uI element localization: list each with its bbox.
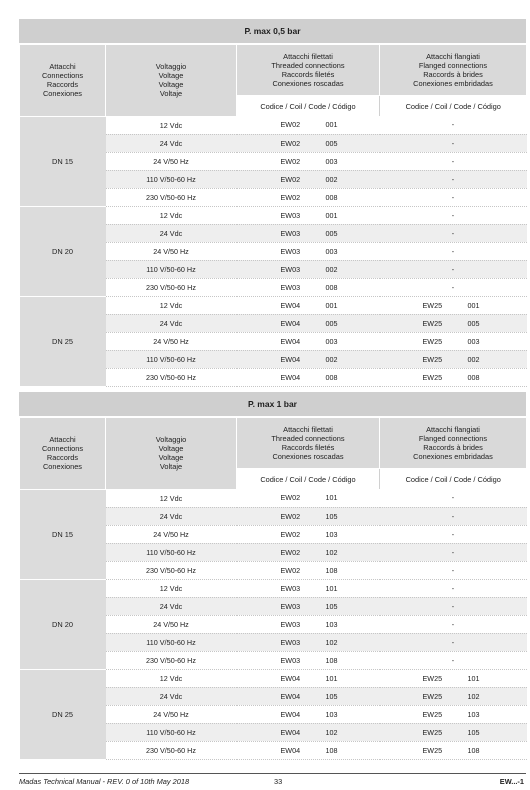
flanged-code-cell bbox=[380, 561, 527, 579]
flanged-code-cell bbox=[380, 489, 527, 507]
header-text: Conexiones bbox=[42, 89, 83, 99]
threaded-code-cell bbox=[237, 134, 380, 152]
threaded-code-prefix: EW02 bbox=[280, 174, 301, 184]
header-text: Threaded connections bbox=[271, 61, 345, 70]
flanged-code-cell bbox=[380, 170, 527, 188]
col-header-voltage bbox=[106, 45, 237, 117]
header-text: Flanged connections bbox=[418, 61, 488, 70]
header-row bbox=[20, 418, 527, 469]
threaded-code-prefix: EW04 bbox=[280, 354, 301, 364]
header-text: Voltaggio bbox=[155, 62, 187, 72]
flanged-code-cell bbox=[380, 206, 527, 224]
codes-table bbox=[19, 44, 527, 387]
threaded-code-prefix: EW03 bbox=[280, 619, 301, 629]
threaded-code-cell bbox=[237, 741, 380, 759]
flanged-code-prefix: EW25 bbox=[422, 300, 443, 310]
flanged-code-none: - bbox=[451, 210, 455, 220]
flanged-code-none: - bbox=[451, 138, 455, 148]
section-pmax-1 bbox=[19, 392, 526, 760]
section-title: P. max 1 bar bbox=[19, 392, 526, 417]
threaded-code-number: 001 bbox=[325, 300, 338, 310]
flanged-code-none: - bbox=[451, 637, 455, 647]
threaded-code-number: 103 bbox=[325, 529, 338, 539]
flanged-code-none: - bbox=[451, 493, 455, 503]
flanged-code-cell bbox=[380, 525, 527, 543]
threaded-code-number: 002 bbox=[325, 174, 338, 184]
threaded-code-prefix: EW03 bbox=[280, 246, 301, 256]
threaded-code-number: 105 bbox=[325, 601, 338, 611]
header-text: Conexiones roscadas bbox=[272, 79, 344, 88]
flanged-code-none: - bbox=[451, 174, 455, 184]
flanged-code-cell bbox=[380, 188, 527, 206]
threaded-code-cell bbox=[237, 543, 380, 561]
voltage-cell: 24 Vdc bbox=[106, 314, 237, 332]
voltage-cell: 110 V/50-60 Hz bbox=[106, 723, 237, 741]
dn-size-cell: DN 25 bbox=[20, 669, 106, 759]
flanged-code-cell bbox=[380, 633, 527, 651]
header-text: Voltage bbox=[158, 71, 184, 81]
threaded-code-subheader: Codice / Coil / Code / Código bbox=[237, 96, 380, 117]
threaded-code-prefix: EW02 bbox=[280, 511, 301, 521]
threaded-code-cell bbox=[237, 116, 380, 134]
voltage-cell: 12 Vdc bbox=[106, 579, 237, 597]
threaded-code-number: 105 bbox=[325, 511, 338, 521]
flanged-code-cell bbox=[380, 224, 527, 242]
threaded-code-cell bbox=[237, 242, 380, 260]
threaded-code-subheader: Codice / Coil / Code / Código bbox=[237, 469, 380, 490]
flanged-code-number: 005 bbox=[467, 318, 480, 328]
flanged-code-none: - bbox=[451, 547, 455, 557]
flanged-code-prefix: EW25 bbox=[422, 727, 443, 737]
header-text: Voltage bbox=[158, 453, 184, 463]
header-text: Raccords bbox=[46, 80, 79, 90]
threaded-code-cell bbox=[237, 705, 380, 723]
dn-size-cell: DN 15 bbox=[20, 489, 106, 579]
header-text: Raccords filetés bbox=[281, 443, 335, 452]
dn-size-cell: DN 15 bbox=[20, 116, 106, 206]
header-text: Connections bbox=[41, 444, 84, 454]
threaded-code-prefix: EW02 bbox=[280, 138, 301, 148]
header-text: Conexiones bbox=[42, 462, 83, 472]
threaded-code-prefix: EW04 bbox=[280, 336, 301, 346]
threaded-code-number: 008 bbox=[325, 192, 338, 202]
threaded-code-prefix: EW02 bbox=[280, 547, 301, 557]
page-footer bbox=[19, 773, 526, 788]
dn-size-cell: DN 25 bbox=[20, 296, 106, 386]
header-text: Raccords filetés bbox=[281, 70, 335, 79]
threaded-code-number: 001 bbox=[325, 120, 338, 130]
voltage-cell: 230 V/50-60 Hz bbox=[106, 188, 237, 206]
threaded-code-number: 008 bbox=[325, 282, 338, 292]
flanged-code-cell bbox=[380, 368, 527, 386]
header-text: Voltaggio bbox=[155, 435, 187, 445]
flanged-code-cell bbox=[380, 723, 527, 741]
flanged-code-none: - bbox=[451, 246, 455, 256]
threaded-code-prefix: EW02 bbox=[280, 565, 301, 575]
dn-size-cell: DN 20 bbox=[20, 206, 106, 296]
flanged-code-prefix: EW25 bbox=[422, 318, 443, 328]
threaded-code-number: 003 bbox=[325, 336, 338, 346]
threaded-code-number: 102 bbox=[325, 637, 338, 647]
threaded-code-prefix: EW02 bbox=[280, 493, 301, 503]
voltage-cell: 24 Vdc bbox=[106, 134, 237, 152]
voltage-cell: 110 V/50-60 Hz bbox=[106, 633, 237, 651]
flanged-code-number: 102 bbox=[467, 691, 480, 701]
flanged-code-cell bbox=[380, 669, 527, 687]
voltage-cell: 230 V/50-60 Hz bbox=[106, 741, 237, 759]
header-text: Conexiones embridadas bbox=[413, 452, 493, 461]
threaded-code-prefix: EW02 bbox=[280, 120, 301, 130]
header-text: Voltage bbox=[158, 444, 184, 454]
flanged-code-subheader: Codice / Coil / Code / Código bbox=[380, 469, 527, 490]
col-header-threaded bbox=[237, 418, 380, 469]
flanged-code-cell bbox=[380, 116, 527, 134]
threaded-code-prefix: EW02 bbox=[280, 192, 301, 202]
threaded-code-cell bbox=[237, 615, 380, 633]
threaded-code-number: 105 bbox=[325, 691, 338, 701]
threaded-code-cell bbox=[237, 368, 380, 386]
voltage-cell: 24 V/50 Hz bbox=[106, 705, 237, 723]
flanged-code-cell bbox=[380, 134, 527, 152]
threaded-code-number: 102 bbox=[325, 547, 338, 557]
threaded-code-prefix: EW04 bbox=[280, 709, 301, 719]
threaded-code-prefix: EW03 bbox=[280, 655, 301, 665]
threaded-code-prefix: EW03 bbox=[280, 228, 301, 238]
flanged-code-none: - bbox=[451, 120, 455, 130]
flanged-code-cell bbox=[380, 651, 527, 669]
table-row bbox=[20, 296, 527, 314]
voltage-cell: 12 Vdc bbox=[106, 669, 237, 687]
threaded-code-prefix: EW04 bbox=[280, 372, 301, 382]
threaded-code-prefix: EW04 bbox=[280, 300, 301, 310]
col-header-flanged bbox=[380, 45, 527, 96]
flanged-code-prefix: EW25 bbox=[422, 372, 443, 382]
flanged-code-none: - bbox=[451, 583, 455, 593]
flanged-code-none: - bbox=[451, 619, 455, 629]
threaded-code-cell bbox=[237, 278, 380, 296]
header-text: Threaded connections bbox=[271, 434, 345, 443]
threaded-code-cell bbox=[237, 489, 380, 507]
col-header-connections bbox=[20, 418, 106, 490]
col-header-voltage bbox=[106, 418, 237, 490]
threaded-code-prefix: EW03 bbox=[280, 282, 301, 292]
threaded-code-number: 005 bbox=[325, 318, 338, 328]
flanged-code-cell bbox=[380, 741, 527, 759]
voltage-cell: 24 V/50 Hz bbox=[106, 332, 237, 350]
flanged-code-number: 108 bbox=[467, 745, 480, 755]
header-text: Flanged connections bbox=[418, 434, 488, 443]
flanged-code-cell bbox=[380, 242, 527, 260]
voltage-cell: 230 V/50-60 Hz bbox=[106, 561, 237, 579]
flanged-code-prefix: EW25 bbox=[422, 745, 443, 755]
threaded-code-number: 101 bbox=[325, 493, 338, 503]
threaded-code-prefix: EW03 bbox=[280, 637, 301, 647]
flanged-code-cell bbox=[380, 543, 527, 561]
header-text: Attacchi filettati bbox=[283, 425, 333, 434]
flanged-code-none: - bbox=[451, 601, 455, 611]
header-text: Attacchi bbox=[49, 62, 76, 72]
flanged-code-prefix: EW25 bbox=[422, 673, 443, 683]
threaded-code-prefix: EW04 bbox=[280, 318, 301, 328]
flanged-code-none: - bbox=[451, 655, 455, 665]
voltage-cell: 12 Vdc bbox=[106, 296, 237, 314]
flanged-code-none: - bbox=[451, 228, 455, 238]
flanged-code-none: - bbox=[451, 511, 455, 521]
flanged-code-cell bbox=[380, 152, 527, 170]
threaded-code-cell bbox=[237, 152, 380, 170]
threaded-code-number: 103 bbox=[325, 709, 338, 719]
threaded-code-cell bbox=[237, 206, 380, 224]
threaded-code-prefix: EW02 bbox=[280, 529, 301, 539]
table-row bbox=[20, 206, 527, 224]
voltage-cell: 230 V/50-60 Hz bbox=[106, 278, 237, 296]
voltage-cell: 230 V/50-60 Hz bbox=[106, 368, 237, 386]
threaded-code-number: 005 bbox=[325, 138, 338, 148]
threaded-code-cell bbox=[237, 170, 380, 188]
threaded-code-number: 005 bbox=[325, 228, 338, 238]
threaded-code-number: 108 bbox=[325, 565, 338, 575]
threaded-code-cell bbox=[237, 723, 380, 741]
flanged-code-number: 105 bbox=[467, 727, 480, 737]
flanged-code-none: - bbox=[451, 192, 455, 202]
threaded-code-cell bbox=[237, 669, 380, 687]
voltage-cell: 110 V/50-60 Hz bbox=[106, 350, 237, 368]
header-text: Voltage bbox=[158, 80, 184, 90]
voltage-cell: 24 V/50 Hz bbox=[106, 242, 237, 260]
header-text: Connections bbox=[41, 71, 84, 81]
threaded-code-number: 002 bbox=[325, 264, 338, 274]
voltage-cell: 12 Vdc bbox=[106, 206, 237, 224]
voltage-cell: 110 V/50-60 Hz bbox=[106, 170, 237, 188]
threaded-code-number: 001 bbox=[325, 210, 338, 220]
flanged-code-number: 002 bbox=[467, 354, 480, 364]
table-row bbox=[20, 579, 527, 597]
header-text: Attacchi flangiati bbox=[426, 425, 480, 434]
flanged-code-number: 003 bbox=[467, 336, 480, 346]
header-text: Voltaje bbox=[159, 89, 183, 99]
threaded-code-cell bbox=[237, 260, 380, 278]
voltage-cell: 24 Vdc bbox=[106, 507, 237, 525]
flanged-code-none: - bbox=[451, 264, 455, 274]
flanged-code-cell bbox=[380, 597, 527, 615]
header-text: Attacchi bbox=[49, 435, 76, 445]
header-text: Attacchi flangiati bbox=[426, 52, 480, 61]
voltage-cell: 110 V/50-60 Hz bbox=[106, 260, 237, 278]
flanged-code-cell bbox=[380, 615, 527, 633]
threaded-code-number: 003 bbox=[325, 246, 338, 256]
header-text: Raccords à brides bbox=[423, 443, 483, 452]
voltage-cell: 24 V/50 Hz bbox=[106, 525, 237, 543]
voltage-cell: 12 Vdc bbox=[106, 116, 237, 134]
flanged-code-cell bbox=[380, 687, 527, 705]
flanged-code-number: 001 bbox=[467, 300, 480, 310]
threaded-code-prefix: EW03 bbox=[280, 264, 301, 274]
threaded-code-number: 103 bbox=[325, 619, 338, 629]
flanged-code-prefix: EW25 bbox=[422, 354, 443, 364]
flanged-code-subheader: Codice / Coil / Code / Código bbox=[380, 96, 527, 117]
dn-size-cell: DN 20 bbox=[20, 579, 106, 669]
header-text: Conexiones embridadas bbox=[413, 79, 493, 88]
threaded-code-number: 108 bbox=[325, 745, 338, 755]
voltage-cell: 24 Vdc bbox=[106, 224, 237, 242]
flanged-code-number: 103 bbox=[467, 709, 480, 719]
threaded-code-number: 008 bbox=[325, 372, 338, 382]
header-row bbox=[20, 45, 527, 96]
voltage-cell: 24 V/50 Hz bbox=[106, 615, 237, 633]
flanged-code-number: 101 bbox=[467, 673, 480, 683]
threaded-code-cell bbox=[237, 350, 380, 368]
voltage-cell: 24 V/50 Hz bbox=[106, 152, 237, 170]
threaded-code-number: 101 bbox=[325, 583, 338, 593]
voltage-cell: 24 Vdc bbox=[106, 597, 237, 615]
threaded-code-cell bbox=[237, 525, 380, 543]
flanged-code-none: - bbox=[451, 529, 455, 539]
threaded-code-cell bbox=[237, 188, 380, 206]
threaded-code-prefix: EW02 bbox=[280, 156, 301, 166]
flanged-code-cell bbox=[380, 314, 527, 332]
col-header-flanged bbox=[380, 418, 527, 469]
flanged-code-none: - bbox=[451, 156, 455, 166]
footer-manual-revision: Madas Technical Manual - REV. 0 of 10th May 2018 bbox=[19, 777, 190, 786]
threaded-code-number: 003 bbox=[325, 156, 338, 166]
table-row bbox=[20, 116, 527, 134]
flanged-code-cell bbox=[380, 260, 527, 278]
voltage-cell: 24 Vdc bbox=[106, 687, 237, 705]
flanged-code-none: - bbox=[451, 565, 455, 575]
flanged-code-cell bbox=[380, 350, 527, 368]
header-text: Raccords à brides bbox=[423, 70, 483, 79]
threaded-code-prefix: EW04 bbox=[280, 673, 301, 683]
threaded-code-cell bbox=[237, 633, 380, 651]
threaded-code-cell bbox=[237, 296, 380, 314]
flanged-code-prefix: EW25 bbox=[422, 691, 443, 701]
table-row bbox=[20, 489, 527, 507]
header-text: Attacchi filettati bbox=[283, 52, 333, 61]
threaded-code-cell bbox=[237, 332, 380, 350]
threaded-code-cell bbox=[237, 687, 380, 705]
threaded-code-number: 002 bbox=[325, 354, 338, 364]
footer-product-code: EW...-1 bbox=[499, 777, 524, 786]
header-text: Raccords bbox=[46, 453, 79, 463]
flanged-code-prefix: EW25 bbox=[422, 336, 443, 346]
threaded-code-number: 102 bbox=[325, 727, 338, 737]
threaded-code-number: 101 bbox=[325, 673, 338, 683]
col-header-connections bbox=[20, 45, 106, 117]
footer-page-number: 33 bbox=[274, 777, 283, 786]
flanged-code-cell bbox=[380, 278, 527, 296]
threaded-code-cell bbox=[237, 579, 380, 597]
threaded-code-cell bbox=[237, 651, 380, 669]
section-pmax-0-5 bbox=[19, 19, 526, 387]
flanged-code-cell bbox=[380, 579, 527, 597]
threaded-code-cell bbox=[237, 314, 380, 332]
voltage-cell: 110 V/50-60 Hz bbox=[106, 543, 237, 561]
threaded-code-prefix: EW03 bbox=[280, 210, 301, 220]
flanged-code-cell bbox=[380, 296, 527, 314]
threaded-code-cell bbox=[237, 507, 380, 525]
threaded-code-prefix: EW03 bbox=[280, 601, 301, 611]
threaded-code-cell bbox=[237, 597, 380, 615]
header-text: Voltaje bbox=[159, 462, 183, 472]
threaded-code-number: 108 bbox=[325, 655, 338, 665]
codes-table bbox=[19, 417, 527, 760]
flanged-code-number: 008 bbox=[467, 372, 480, 382]
col-header-threaded bbox=[237, 45, 380, 96]
header-text: Conexiones roscadas bbox=[272, 452, 344, 461]
flanged-code-cell bbox=[380, 332, 527, 350]
threaded-code-prefix: EW03 bbox=[280, 583, 301, 593]
table-row bbox=[20, 669, 527, 687]
flanged-code-none: - bbox=[451, 282, 455, 292]
flanged-code-cell bbox=[380, 705, 527, 723]
threaded-code-prefix: EW04 bbox=[280, 745, 301, 755]
threaded-code-cell bbox=[237, 561, 380, 579]
flanged-code-cell bbox=[380, 507, 527, 525]
voltage-cell: 230 V/50-60 Hz bbox=[106, 651, 237, 669]
flanged-code-prefix: EW25 bbox=[422, 709, 443, 719]
threaded-code-cell bbox=[237, 224, 380, 242]
threaded-code-prefix: EW04 bbox=[280, 727, 301, 737]
voltage-cell: 12 Vdc bbox=[106, 489, 237, 507]
section-title: P. max 0,5 bar bbox=[19, 19, 526, 44]
threaded-code-prefix: EW04 bbox=[280, 691, 301, 701]
